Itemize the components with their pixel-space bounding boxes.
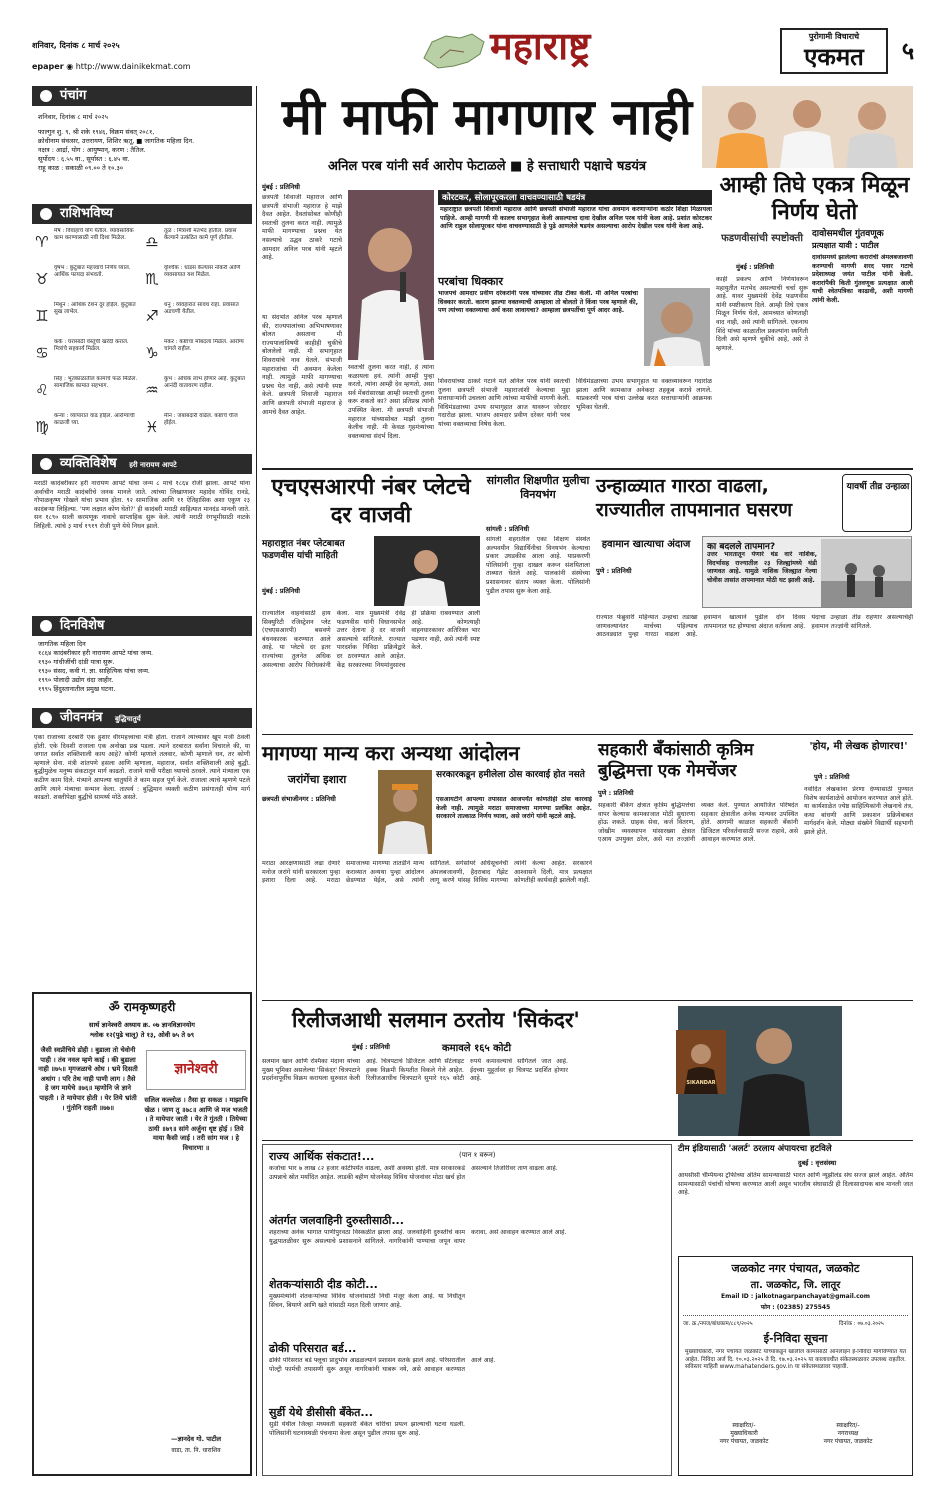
- dnyaneshwari-logo: [146, 1050, 246, 1090]
- cont-item: [269, 1149, 667, 1209]
- jarange-headline: मागण्या मान्य करा अन्यथा आंदोलन: [262, 741, 520, 765]
- salman-body: सलमान खान आणि रश्मिका मंदाना यांच्या मुख्य भूमिका असलेल्या 'सिकंदर' चित्रपटाने प्रदर्शनापूर्वीच विक्रम करायला सुरुवात केली आहे. चित्रपटाचे डिजिटल आणि सॅटेलाइट हक्क विक्रमी किमतीत विकले गेले आहेत. रिलीजआधीच चित्रपटाने सुमारे १६५ कोटी रुपये कमावल्याचे सांगितले जात आहे. ईदच्या मुहूर्तावर हा चित्रपट प्रदर्शित होणार आहे.: [262, 1058, 568, 1083]
- ramkrishnahari-author: —ज्ञानदेव गो. पाटील: [170, 1435, 222, 1443]
- panchang-date: शनिवार, दिनांक ८ मार्च २०२५: [38, 113, 109, 121]
- rashi-text: मीन : जबाबदारी वाढेल. कष्टाचे चीज होईल.: [164, 413, 238, 426]
- brand-box: [780, 28, 888, 74]
- bullet-icon: [40, 208, 52, 220]
- globe-icon: ◉: [66, 62, 74, 71]
- jarange-byline: छत्रपती संभाजीनगर : प्रतिनिधी: [262, 795, 336, 803]
- salman-headline: रिलीजआधी सलमान ठरतोय 'सिकंदर': [292, 1008, 580, 1032]
- main-col1: छत्रपती शिवाजी महाराज आणि छत्रपती संभाजी महाराज हे माझे दैवत आहेत. दैवतांसोबत कोणीही स्वतःची तुलना करत नाही. त्यामुळे माफी मागण्याचा प्रश्नच येत नसल्याचे उद्धव ठाकरे गटाचे आमदार अनिल परब यांनी म्हटले आहे.: [262, 194, 342, 262]
- cont-title: ढोकी परिसरात बर्ड...: [269, 1342, 357, 1355]
- cont-body: सुर्डी येथील जिल्हा मध्यवर्ती सहकारी बँकेत चोरीचा प्रयत्न झाल्याची घटना घडली. पोलिसांनी घटनास्थळी पंचनामा केला असून पुढील तपास सुरू आहे.: [269, 1421, 465, 1437]
- ramkrishnahari-author-place: वाडा, ता. नि. धाराशिव: [171, 1447, 221, 1454]
- salman-story: [262, 1006, 913, 1140]
- hsrp-body: राज्यातील वाहनांसाठी हाय सिक्युरिटी रजिस्ट्रेशन प्लेट (एचएसआरपी) बसवणे बंधनकारक करण्यात आले आहे. या प्लेटचे दर इतर राज्यांच्या तुलनेत अधिक असल्याचा आरोप विरोधकांनी केला. मात्र मुख्यमंत्री देवेंद्र फडणवीस यांनी विधानसभेत उत्तर देताना हे दर वाजवी असल्याचे सांगितले. राज्यात पारदर्शक निविदा प्रक्रियेद्वारे दर ठरवण्यात आले आहेत. केंद्र सरकारच्या नियमांनुसारच ही प्रक्रिया राबवण्यात आली आहे. कोणत्याही वाहनधारकावर अतिरिक्त भार पडणार नाही, असे त्यांनी स्पष्ट केले.: [262, 610, 480, 669]
- cricket-body: आयसीसी चॅम्पियन्स ट्रॉफीच्या अंतिम सामन्यासाठी भारत आणि न्यूझीलंड संघ सज्ज झाले आहेत. अंतिम सामन्यासाठी पंचांची घोषणा करण्यात आली असून भारतीय संघासाठी ही दिलासादायक बाब मानली जात आहे.: [678, 1172, 913, 1197]
- weather-box-body: उत्तर भारतातून येणारे थंड वारे नाशिक, विदर्भासह राज्यातील २३ जिल्ह्यांमध्ये थंडी जाणवत आहे. यामुळे नाशिक जिल्ह्यात गेल्या चोवीस तासांत तापमानात मोठी घट झाली आहे.: [707, 551, 817, 584]
- jarange-story: [262, 740, 592, 996]
- sign-right-mark: स्वाक्षरित/-: [836, 1422, 860, 1429]
- quote-body: भाजपचे आमदार प्रवीण दरेकरांनी परब यांच्यावर तीव्र टीका केली. मी अनिल परबांचा धिक्कार करतो. कारण झाल्या वक्तव्याची आम्हाला तो बोलतो ते किंवा परब म्हणाले की, पण त्यांच्या वक्तव्याचा अर्थ कसा लावायचा? आम्हाला छत्रपतींचा पूर्ण आदर आहे.: [438, 290, 638, 315]
- main-col3: शिवरायांच्या ठाकरे गटाने मते अनिल परब यांनी स्वतःची तुलना छत्रपती संभाजी महाराजांशी केल्याचा मुद्दा सत्ताधाऱ्यांनी उचलला आणि त्यांच्या माफीची मागणी केली. विधिमंडळाच्या उभय सभागृहात आज यावरून जोरदार गदारोळ झाला. भाजप आमदार प्रवीण दरेकर यांनी परब यांच्या वक्तव्याचा निषेध केला.: [438, 378, 570, 428]
- hsrp-kicker: महाराष्ट्रात नंबर प्लेटबाबत फडणवीस यांची माहिती: [262, 539, 345, 561]
- salman-kicker: कमावले १६५ कोटी: [442, 1043, 512, 1054]
- rashi-item: [32, 226, 142, 262]
- rashi-item: [142, 300, 252, 336]
- vyaktivishesh-title: व्यक्तिविशेष: [60, 456, 117, 471]
- leaders-photo: [702, 86, 913, 168]
- hsrp-headline: एचएसआरपी नंबर प्लेटचे दर वाजवी: [271, 475, 471, 528]
- epaper-url[interactable]: http://www.dainikekmat.com: [75, 62, 191, 71]
- panchang-title: पंचांग: [60, 88, 87, 103]
- main-col2: स्वतःची तुलना करत नाही, हे त्यांना कळायला हवं. त्यांनी आम्ही पुन्हा करतो, त्यांना आम्ही देव म्हणतो, असा सर्व मेंबरांसारखा आम्ही स्वतःची तुलना करू शकतो का? असा प्रतिप्रश्न त्यांनी उपस्थित केला. मी छत्रपती संभाजी महाराज यांच्यासोबत माझी तुलना केलीच नाही. मी केवळ गृहमंत्र्यांच्या वक्तव्याचा संदर्भ दिला.: [348, 364, 434, 440]
- dinvishesh-list: [38, 640, 250, 694]
- cont-body: मुख्यमंत्र्यांनी शेतकऱ्यांच्या विविध योजनांसाठी निधी मंजूर केला आहे. या निधीतून सिंचन, बियाणे आणि खते यांसाठी मदत दिली जाणार आहे.: [269, 1293, 465, 1309]
- weather-box: [702, 536, 912, 608]
- cont-title: सुर्डी येथे डीसीसी बँकेत...: [269, 1406, 373, 1419]
- jarange-box-body: एसआयटीने आपल्या तपासात आजपर्यंत कोणतीही ठोस कारवाई केली नाही. त्यामुळे मराठा समाजाच्या मागण्या प्रलंबित आहेत. सरकारने तात्काळ निर्णय घ्यावा, असे जरांगे यांनी म्हटले आहे.: [436, 796, 592, 821]
- weather-story: [596, 474, 913, 730]
- section-divider: [262, 1140, 913, 1141]
- tender-ref: जा. क्र./नपज/बांधकाम/८८९/२०२५: [683, 1321, 753, 1327]
- cont-title: राज्य आर्थिक संकटात!...: [269, 1150, 375, 1163]
- brand-tagline: पुरोगामी विचाराचे: [808, 32, 860, 41]
- column-divider: [256, 86, 257, 1476]
- trio-byline: मुंबई : प्रतिनिधी: [736, 263, 774, 271]
- dinvishesh-item: १९३० संसद, कवी गं. ज्ञा. साहित्यिक यांचा जन्म.: [38, 667, 150, 675]
- salman-byline: मुंबई : प्रतिनिधी: [352, 1043, 390, 1051]
- cancer-icon: ♋: [35, 344, 49, 362]
- cont-item: [269, 1405, 667, 1471]
- page-number: ५: [901, 37, 915, 65]
- jarange-box-title: सरकारकडून हमीलेला ठोस कारवाई होत नसते: [436, 770, 585, 780]
- sign-left-name: मुख्याधिकारी: [730, 1430, 758, 1437]
- rashi-text: कुंभ : अधिक लाभ होणार आहे. कुटुंबात आनंदी वातावरण राहील.: [164, 376, 246, 389]
- sangli-byline: सांगली : प्रतिनिधी: [486, 525, 530, 533]
- rashi-header: [32, 204, 252, 224]
- panchang-list: [38, 128, 250, 173]
- cricket-headline: टीम इंडियासाठी 'अलर्ट' ठरलाय अंपायरचा हटविले: [678, 1144, 832, 1154]
- rashi-item: [142, 411, 252, 447]
- sub-story-title: कोरटकर, सोलापूरकरला वाचवण्यासाठी षडयंत्र: [438, 190, 712, 205]
- ramkrishnahari-box: [32, 992, 252, 1476]
- main-headline: मी माफी मागणार नाही: [281, 88, 693, 146]
- tender-office: जळकोट नगर पंचायत, जळकोट: [731, 1262, 860, 1275]
- rashi-item: [32, 337, 142, 373]
- panchang-line: क्रोधीनाम संवत्सर, उत्तरायण, शिशिर ऋतू, ■ जागतिक महिला दिन.: [38, 137, 195, 145]
- weather-headline: उन्हाळ्यात गारठा वाढला, राज्यातील तापमानात घसरण: [596, 475, 793, 521]
- taurus-icon: ♉: [35, 270, 49, 288]
- ramkrishnahari-line1: सार्थ ज्ञानेश्वरी अध्याय क्र. ०७ ज्ञानविज्ञानयोग: [89, 1021, 195, 1029]
- main-deck: अनिल परब यांनी सर्व आरोप फेटाळले ■ हे सत्ताधारी पक्षाचे षडयंत्र: [327, 159, 647, 174]
- ramkrishnahari-line2: श्लोक १२(पुढे चालू) ते १३, ओवी ७५ ते ७९: [89, 1031, 195, 1039]
- bullet-icon: [40, 458, 52, 470]
- davos-body: दावोसमध्ये झालेल्या करारांची अंमलबजावणी करण्याची मागणी शरद पवार गटाचे प्रदेशाध्यक्ष जयंत पाटील यांनी केली. करारांपैकी किती गुंतवणूक प्रत्यक्षात आली याची श्वेतपत्रिका काढावी, अशी मागणी त्यांनी केली.: [812, 254, 913, 304]
- rashi-text: मेष : विवाहाचे योग येतील. व्यावसायिक काम करण्यासाठी नवी दिशा मिळेल.: [54, 228, 134, 241]
- jarange-kicker: जरांगेंचा इशारा: [287, 773, 347, 786]
- trio-headline: आम्ही तिघे एकत्र मिळून निर्णय घेतो: [719, 173, 910, 225]
- dinvishesh-item: १८६४ कादंबरीकार हरी नारायण आपटे यांचा जन्म.: [38, 649, 154, 657]
- sign-right-name: नगराध्यक्ष: [837, 1430, 859, 1437]
- cont-body: ढोकी परिसरात बर्ड फ्लूचा प्रादुर्भाव आढळल्याने प्रशासन सतर्क झाले आहे. परिसरातील पोल्ट्री फार्मची तपासणी सुरू असून नागरिकांनी घाबरू नये, असे आवाहन करण्यात आले आहे.: [269, 1357, 496, 1373]
- dnyaneshwari-logo-text: ज्ञानेश्वरी: [174, 1061, 218, 1077]
- rashi-text: धनु : व्यवहारात सावध राहा. प्रवासात अडचणी येतील.: [164, 302, 239, 315]
- anil-parab-photo: [348, 190, 434, 360]
- sikandar-poster-label: SIKANDAR: [686, 1080, 716, 1086]
- davos-kicker: प्रत्यक्षात यावी : पाटील: [812, 241, 879, 250]
- section-divider: [262, 734, 913, 735]
- rashi-item: [32, 411, 142, 447]
- libra-icon: ♎: [145, 233, 159, 251]
- bullet-icon: [40, 712, 52, 724]
- section-divider: [262, 468, 913, 470]
- bullet-icon: [40, 620, 52, 632]
- section-divider: [262, 1000, 913, 1001]
- cont-item: [269, 1341, 667, 1401]
- hsrp-byline: मुंबई : प्रतिनिधी: [262, 587, 300, 595]
- quote-box: [438, 274, 712, 374]
- cont-title: अंतर्गत जलवाहिनी दुरुस्तीसाठी...: [269, 1214, 404, 1227]
- date-line: शनिवार, दिनांक ८ मार्च २०२५: [32, 41, 120, 50]
- lekhak-headline: 'होय, मी लेखक होणारच!': [809, 741, 908, 752]
- tender-sign-right: [803, 1421, 893, 1445]
- bullet-icon: [40, 90, 52, 102]
- vyaktivishesh-body: मराठी कादंबरीकार हरी नारायण आपटे यांचा जन्म ८ मार्च १८६४ रोजी झाला. आपटे यांना अर्वाचीन मराठी कादंबरीचे जनक मानले जाते. त्यांच्या लिखाणावर महादेव गोविंद रानडे, गोपाळकृष्ण गोखले यांचा प्रभाव होता. ९२ सामाजिक आणि ११ ऐतिहासिक अशा एकूण २३ कादंबऱ्या लिहिल्या. 'पण लक्षात कोण घेतो?' ही कादंबरी मराठी साहित्यात मानदंड मानली जाते. सन १८९० साली करमणूक नावाचे साप्ताहिक सुरू केले. त्यांनी मराठी रंगभूमीसाठी नाटके लिहिली. त्यांचे ३ मार्च १९१९ रोजी पुणे येथे निधन झाले.: [34, 480, 250, 530]
- trio-body: काही प्रकल्प आणि निर्णयांवरून महायुतीत मतभेद असल्याची चर्चा सुरू आहे. यावर मुख्यमंत्री देवेंद्र फडणवीस यांनी स्पष्टीकरण दिले. आम्ही तिघे एकत्र मिळून निर्णय घेतो, आमच्यात कोणताही वाद नाही, असे त्यांनी सांगितले. एकनाथ शिंदे यांच्या काळातील प्रकल्पांना स्थगिती दिली असे म्हणणे चुकीचे आहे, असे ते म्हणाले.: [716, 276, 808, 352]
- panchang-header: [32, 86, 252, 106]
- dinvishesh-item: १९९० पोलादी उद्योग धंदा जाहीर.: [38, 676, 114, 684]
- panchang-line: राहू काळ : सकाळी ०९.०० ते १०.३०: [38, 164, 124, 172]
- ai-bank-headline: सहकारी बँकांसाठी कृत्रिम बुद्धिमत्ता एक गेमचेंजर: [598, 740, 754, 781]
- capricorn-icon: ♑: [145, 344, 159, 362]
- main-col4: विधिमंडळाच्या उभय सभागृहात या वक्तव्यावरून गदारोळ झाला आणि कामकाज अनेकदा तहकूब करावे लागले. याप्रकरणी परब यांचा उल्लेख करत सत्ताधाऱ्यांनी आक्रमक भूमिका घेतली.: [576, 378, 712, 411]
- tender-sign-left: [699, 1421, 789, 1445]
- jeevanmantra-header: [32, 708, 252, 728]
- aquarius-icon: ♒: [145, 381, 159, 399]
- panchang-line: नक्षत्र : आर्द्रा, योग : आयुष्मान्, करण : तैतिल.: [38, 146, 146, 154]
- rashi-title: राशिभविष्य: [60, 206, 113, 221]
- dinvishesh-header: [32, 616, 252, 636]
- virgo-icon: ♍: [35, 418, 49, 436]
- aries-icon: ♈: [35, 233, 49, 251]
- sub-story-body: महाराष्ट्रात छत्रपती शिवाजी महाराज आणि छत्रपती संभाजी महाराज यांचा अवमान करणाऱ्यांना कठोर शिक्षा मिळायला पाहिजे. आम्ही मागणी मी कालच सभागृहात केली असल्याचा दावा देखील अनिल परब यांनी केला आहे. प्रशांत कोरटकर आणि राहुल सोलापूरकर यांना वाचवण्यासाठी हे पुढे आणलेले षडयंत्र असल्याचा आरोप देखील परब यांनी केला आहे.: [440, 206, 712, 231]
- sangli-body: सांगली शहरातील एका शिक्षण संस्थेत अल्पवयीन विद्यार्थिनीचा विनयभंग केल्याचा प्रकार उघडकीस आला आहे. याप्रकरणी पोलिसांनी गुन्हा दाखल करून संशयिताला ताब्यात घेतले आहे. पालकांनी संस्थेच्या प्रशासनावर संताप व्यक्त केला. पोलिसांनी पुढील तपास सुरू केला आहे.: [486, 536, 590, 595]
- cont-body: शहराच्या अनेक भागात पाणीपुरवठा विस्कळीत झाला आहे. जलवाहिनी दुरुस्तीचे काम युद्धपातळीवर सुरू असल्याचे प्रशासनाने सांगितले. नागरिकांनी पाण्याचा जपून वापर करावा, असे आवाहन करण्यात आले आहे.: [269, 1229, 567, 1245]
- dinvishesh-item: १९३० गांधीजींची दांडी यात्रा सुरू.: [38, 658, 115, 666]
- cont-item: [269, 1277, 667, 1337]
- rashi-text: कर्क : घरासाठी वस्तूंची खरेदी कराल. मित्रांचे सहकार्य मिळेल.: [54, 339, 129, 352]
- rashi-text: कन्या : व्यापारात वाढ होईल. आरोग्याची काळजी घ्या.: [54, 413, 135, 426]
- continuations-block: [262, 1144, 672, 1476]
- davos-title: दावोसमधील गुंतवणूक: [812, 229, 884, 239]
- sangli-headline: सांगलीत शिक्षणीत मुलीचा विनयभंग: [486, 474, 590, 501]
- ramkrishnahari-title: ॐ रामकृष्णहरी: [108, 1000, 176, 1014]
- lekhak-story: [804, 740, 913, 996]
- sign-left-org: नगर पंचायत, जळकोट: [719, 1438, 769, 1445]
- cont-body: कर्जाचा भार ७ लाख ८२ हजार कोटींपर्यंत वाढला, अशी अवस्था होती. मात्र सरकारकडे उत्पन्नाचे स्रोत मर्यादित आहेत. लाडकी बहीण योजनेसह विविध योजनांवर मोठा खर्च होत असल्याने तिजोरीवर ताण वाढला आहे.: [269, 1165, 558, 1181]
- cold-weather-photo: [821, 539, 911, 607]
- main-byline: मुंबई : प्रतिनिधी: [262, 183, 300, 191]
- cricket-story: [678, 1144, 913, 1254]
- dinvishesh-title: दिनविशेष: [60, 618, 105, 633]
- ramkrishnahari-col2: सलिल कल्लोळ । तैसा हा सकळ । माझाचि खेळ । जाण तू ॥७८॥ आणि जे मज भजती । ते मायेपार जाती । येर ते गुंतती । तियेच्या ठायी ॥७९॥ सांगे अर्जुना धृष्ट होई । तिये माया कैसी जाई । तरी सांग मज । हे विचारणा ॥: [144, 1096, 248, 1152]
- tender-divider: [683, 1315, 908, 1316]
- rashi-grid: [32, 226, 252, 448]
- maharashtra-map-graphic: [420, 28, 490, 72]
- rashi-text: तूळ : मित्रांशी मतभेद होतील. प्रवास केल्याने उत्कंठित कामे पूर्ण होतील.: [164, 228, 237, 241]
- sign-right-org: नगर पंचायत, जळकोट: [823, 1438, 873, 1445]
- cont-title: शेतकऱ्यांसाठी दीड कोटी...: [269, 1278, 378, 1291]
- trio-story: [716, 86, 913, 466]
- rashi-item: [142, 226, 252, 262]
- leo-icon: ♌: [35, 381, 49, 399]
- gemini-icon: ♊: [35, 307, 49, 325]
- section-title: महाराष्ट्र: [490, 23, 591, 68]
- sagittarius-icon: ♐: [145, 307, 159, 325]
- main-story: [262, 86, 712, 466]
- rashi-item: [32, 300, 142, 336]
- sangli-story: [486, 474, 590, 730]
- weather-kicker: हवामान खात्याचा अंदाज: [601, 539, 691, 550]
- rashi-text: सिंह : भूतकाळातील कामांचे फळ मिळेल. सामाजिक कामात सहभाग.: [54, 376, 138, 389]
- rashi-item: [142, 374, 252, 410]
- rashi-item: [142, 263, 252, 299]
- dinvishesh-item: १९९५ हिंदुस्तानातील प्रमुख घटना.: [38, 685, 116, 693]
- epaper-label: epaper: [32, 62, 64, 71]
- left-column: [32, 86, 252, 1476]
- ai-bank-body: सहकारी बँकिंग क्षेत्रात कृत्रिम बुद्धिमत्तेचा वापर केल्यास कामकाजात मोठी सुधारणा होऊ शकते. ग्राहक सेवा, कर्ज वितरण, जोखीम व्यवस्थापन यांसारख्या क्षेत्रात एआय उपयुक्त ठरेल, असे मत तज्ज्ञांनी व्यक्त केले. पुण्यात आयोजित परिषदेत सहकार क्षेत्रातील अनेक मान्यवर उपस्थित होते. आगामी काळात सहकारी बँकांनी डिजिटल परिवर्तनासाठी सज्ज राहावे, असे आवाहन करण्यात आले.: [598, 802, 798, 844]
- jeevanmantra-subtitle: बुद्धिचातुर्य: [114, 715, 141, 723]
- weather-body: राज्यात फेब्रुवारी महिन्यात उन्हाचा तडाखा जाणवल्यानंतर मार्चच्या पहिल्याच आठवड्यात पुन्हा गारठा वाढला आहे. हवामान खात्याने पुढील दोन दिवस तापमानात घट होण्याचा अंदाज वर्तवला आहे. यंदाचा उन्हाळा तीव्र राहणार असल्याचेही हवामान तज्ज्ञांनी सांगितले.: [596, 614, 913, 639]
- lekhak-body: नवोदित लेखकांना प्रेरणा देण्यासाठी पुण्यात विशेष कार्यशाळेचे आयोजन करण्यात आले होते. या कार्यशाळेत ज्येष्ठ साहित्यिकांनी लेखनाचे तंत्र, कथा बांधणी आणि प्रकाशन प्रक्रियेबाबत मार्गदर्शन केले. मोठ्या संख्येने विद्यार्थी सहभागी झाले होते.: [804, 786, 913, 836]
- ai-bank-byline: पुणे : प्रतिनिधी: [598, 789, 634, 797]
- ai-bank-story: [598, 740, 798, 996]
- rashi-text: मिथुन : आर्थिक टेंशन दूर होईल. कुटुंबात सुख लाभेल.: [54, 302, 136, 315]
- tender-body: मुख्याधिकारी, नगर पंचायत जळकोट यांच्याकडून खालील कामासाठी ऑनलाइन ई-निविदा मागविण्यात येत आहेत. निविदा अर्ज दि. १०.०३.२०२५ ते दि. १७.०३.२०२५ या कालावधीत संकेतस्थळावर उपलब्ध राहतील. सविस्तर माहिती www.mahatenders.gov.in या संकेतस्थळावर पाहावी.: [685, 1349, 906, 1371]
- weather-byline: पुणे : प्रतिनिधी: [596, 567, 632, 575]
- trio-kicker: फडणवीसांची स्पष्टोक्ती: [721, 233, 803, 244]
- tender-ref-date: दिनांक : ०७.०३.२०२५: [839, 1321, 884, 1327]
- lekhak-byline: पुणे : प्रतिनिधी: [814, 773, 850, 781]
- epaper-line[interactable]: [32, 62, 191, 71]
- dinvishesh-item: जागतिक महिला दिन: [38, 640, 86, 648]
- jeevanmantra-title: जीवनमंत्र: [60, 710, 103, 725]
- rashi-item: [142, 337, 252, 373]
- hsrp-story: [262, 474, 480, 730]
- sikandar-poster: [676, 1030, 726, 1094]
- tender-notice: [678, 1256, 913, 1476]
- masthead: [0, 0, 945, 84]
- panchang-line: फाल्गुन शु. ९, श्री शके १९४६, विक्रम संवत् २०८१,: [38, 128, 155, 136]
- scorpio-icon: ♏: [145, 270, 159, 288]
- cont-item: [269, 1213, 667, 1273]
- cont-note: (पान १ वरून): [459, 1151, 496, 1159]
- brand-logo: एकमत: [804, 42, 864, 71]
- vyaktivishesh-subtitle: हरी नारायण आपटे: [129, 461, 177, 469]
- main-col1b: या संदर्भात अनिल परब म्हणाले की, राज्यपालांच्या अभिभाषणावर बोलत असताना मी राज्यपालांविषयी काहीही चुकीचे बोललेलो नाही. मी सभागृहात शिवरायांचे नाव घेतले. संभाजी महाराजांचा मी अवमान केलेला नाही. त्यामुळे माफी मागण्याचा प्रश्नच येत नाही, असे त्यांनी स्पष्ट केले. छत्रपती शिवाजी महाराज आणि छत्रपती संभाजी महाराज हे आमचे दैवत आहेत.: [262, 314, 342, 416]
- jarange-photo: [378, 770, 432, 854]
- jarange-box: [378, 770, 592, 854]
- davos-box: [812, 226, 913, 460]
- quote-title: परबांचा धिक्कार: [438, 275, 503, 288]
- tender-email: Email ID : jalkotnagarpanchayat@gmail.com: [720, 1293, 871, 1300]
- darekar-photo: [644, 288, 710, 366]
- weather-tag-text: यावर्षी तीव्र उन्हाळा: [846, 482, 910, 492]
- vyaktivishesh-header: [32, 454, 252, 474]
- weather-box-title: का बदलले तापमान?: [707, 542, 776, 552]
- sign-left-mark: स्वाक्षरित/-: [732, 1422, 756, 1429]
- fadnavis-photo: [374, 536, 480, 606]
- rashi-text: मकर : कष्टाचा मोबदला मिळेल. आरोग्य चांगले राहील.: [164, 339, 244, 352]
- tender-district: ता. जळकोट, जि. लातूर: [750, 1280, 841, 1291]
- cricket-byline: दुबई : वृत्तसंस्था: [798, 1159, 837, 1167]
- tender-phone: फोन : (02385) 275545: [760, 1304, 831, 1311]
- rashi-text: वृश्चिक : धाडस केल्यास नोकरी आणि व्यवसायात यश मिळेल.: [164, 265, 241, 278]
- panchang-line: सूर्योदय : ६.५५ वा., सूर्यास्त : ६.४५ वा.: [38, 155, 130, 163]
- rashi-item: [32, 263, 142, 299]
- rashi-item: [32, 374, 142, 410]
- pisces-icon: ♓: [145, 418, 159, 436]
- ramkrishnahari-col1: जैसी स्वप्नीचिये डोही । बुडाला तो चेवोनी पाही । तंव नवल म्हणे काई । की बुडाला नाही ॥७५॥ मृगजळाचे ओघ । भ्रमे दिसती अथांग । परि तेथ नाही पाणी लाग । तैसे हे जग मायेचे ॥७६॥ म्हणोनि जे ज्ञाने पाहती । ते मायेपार होती । येर तिये भ्रांती । गुंतोनि राहती ॥७७॥: [38, 1046, 138, 1112]
- jeevanmantra-body: एका राजाच्या दरबारी एक हुशार वीरमहत्त्वाचा मंत्री होता. राजाने त्याच्यावर खूप मर्जी ठेवली होती. एके दिवशी राजाला एक अनोखा प्रश्न पडला. त्याने दरबारात सर्वांना विचारले की, या जगात सर्वात शक्तिशाली काय आहे? कोणी म्हणाले तलवार, कोणी म्हणाले धन, तर कोणी म्हणाले सेना. मंत्री शांतपणे हसला आणि म्हणाला, महाराज, सर्वात शक्तिशाली आहे बुद्धी. बुद्धीमुळेच मनुष्य संकटातून मार्ग काढतो. राजाने याची परीक्षा घ्यायचे ठरवले. त्याने मंत्र्याला एक कठीण काम दिले. मंत्र्याने आपल्या चातुर्याने ते काम सहज पूर्ण केले. राजाला त्याचे म्हणणे पटले आणि त्याने मंत्र्याचा सन्मान केला. तात्पर्य : बुद्धिमान व्यक्ती कठीण प्रसंगातही योग्य मार्ग काढतो. शक्तीपेक्षा बुद्धीचे सामर्थ्य मोठे असते.: [34, 734, 250, 802]
- jarange-body: मराठा आरक्षणासाठी लढा देणारे मनोज जरांगे यांनी सरकारला पुन्हा इशारा दिला आहे. मराठा समाजाच्या मागण्या तातडीने मान्य कराव्यात अन्यथा पुन्हा आंदोलन छेडण्यात येईल, असे त्यांनी सांगितले. सगेसोयरे अधिसूचनेची अंमलबजावणी, हैदराबाद गॅझेट लागू करणे यांसह विविध मागण्या त्यांनी केल्या आहेत. सरकारने आश्वासने दिली, मात्र प्रत्यक्षात कोणतीही कार्यवाही झालेली नाही.: [262, 860, 592, 885]
- weather-tag: [842, 474, 912, 532]
- rashi-text: वृषभ : कुटुंबात महत्त्वाचे निर्णय घ्याल. आर्थिक फायदा संभवतो.: [54, 265, 131, 278]
- tender-title: ई-निविदा सूचना: [763, 1332, 828, 1345]
